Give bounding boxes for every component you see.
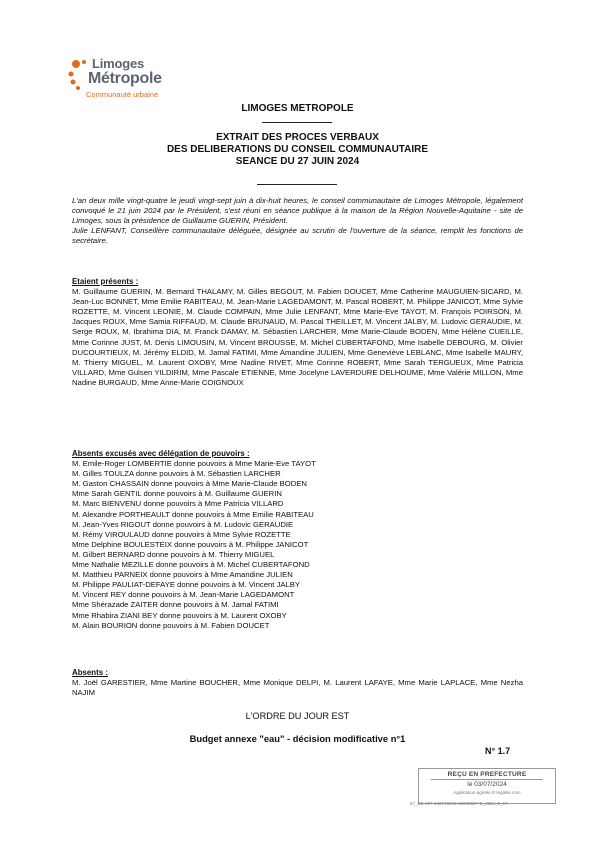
excused-line: M. Gaston CHASSAIN donne pouvoirs à Mme Marie-Claude BODEN [72,479,307,489]
title-line-1: EXTRAIT DES PROCES VERBAUX [216,132,379,143]
excused-title: Absents excusés avec délégation de pouvoirs : [72,449,250,458]
absents-list: M. Joël GARESTIER, Mme Martine BOUCHER, Mme Monique DELPI, M. Laurent LAFAYE, Mme Marie LAPLACE, Mme Nezha NAJIM [72,678,523,698]
excused-line: M. Alexandre PORTHEAULT donne pouvoirs à Mme Emilie RABITEAU [72,509,314,519]
stamp-title: REÇU EN PREFECTURE [447,771,527,778]
excused-line: M. Rémy VIROULAUD donne pouvoirs à Mme Sylvie ROZETTE [72,529,291,539]
excused-line: M. Philippe PAULIAT-DEFAYE donne pouvoirs à M. Vincent JALBY [72,580,301,590]
intro-session: L'an deux mille vingt-quatre le jeudi vingt-sept juin à dix-huit heures, le conseil communautaire de Limoges Métropole, légalement convoqué le 21 juin 2024 par le Président, s'est réuni en séance publique à la maison de la Région Nouvelle-Aquitaine - site de Limoges, sous la présidence de Guillaume GUERIN, Président. [72,196,523,226]
org-name: LIMOGES METROPOLE [241,103,354,114]
excused-line: Mme Sarah GENTIL donne pouvoirs à M. Guillaume GUERIN [72,489,282,499]
stamp-reference: 87_DE-087-248719018-20240627-D_2024_5_17 [410,801,508,806]
deliberation-number: N° 1.7 [485,746,511,756]
intro-secretary: Julie LENFANT, Conseillère communautaire déléguée, désignée au scrutin de l'ouverture de la séance, remplit les fonctions de secrétaire. [72,226,523,246]
agenda-heading: L'ORDRE DU JOUR EST [245,711,350,721]
excused-line: M. Emile-Roger LOMBERTIE donne pouvoirs à Mme Marie-Eve TAYOT [72,459,316,469]
excused-line: M. Gilbert BERNARD donne pouvoirs à M. Thierry MIGUEL [72,549,275,559]
present-title: Etaient présents : [72,277,139,286]
excused-line: M. Marc BIENVENU donne pouvoirs à Mme Patricia VILLARD [72,499,284,509]
title-line-3: SEANCE DU 27 JUIN 2024 [235,156,360,167]
prefecture-stamp [418,768,556,804]
header-divider-top [262,122,332,123]
excused-line: Mme Nathalie MEZILLE donne pouvoirs à M. Michel CUBERTAFOND [72,560,310,570]
absents-title: Absents : [72,668,108,677]
present-members-section [72,277,523,388]
stamp-divider [431,779,543,780]
agenda-item-title: Budget annexe "eau" - décision modificative n°1 [189,733,406,744]
excused-line: M. Gilles TOULZA donne pouvoirs à M. Sébastien LARCHER [72,469,281,479]
excused-line: Mme Delphine BOULESTEIX donne pouvoirs à M. Philippe JANICOT [72,539,309,549]
intro-paragraph [72,196,523,246]
logo-line-1: Limoges [92,56,145,71]
stamp-app: Application agréée E-legalite.com [453,790,521,795]
logo-line-3: Communauté urbaine [86,90,159,99]
excused-line: M. Vincent REY donne pouvoirs à M. Jean-Marie LAGEDAMONT [72,590,295,600]
excused-line: M. Jean-Yves RIGOUT donne pouvoirs à M. Ludovic GERAUDIE [72,519,294,529]
logo-line-2: Métropole [88,70,162,87]
limoges-metropole-logo [68,52,188,110]
excused-line: M. Matthieu PARNEIX donne pouvoirs à Mme Amandine JULIEN [72,570,293,580]
present-list: M. Guillaume GUERIN, M. Bernard THALAMY, M. Gilles BEGOUT, M. Fabien DOUCET, Mme Catherine MAUGUIEN-SICARD, M. Jean-Luc BONNET, Mme Emilie RABITEAU, M. Jean-Marie LAGEDAMONT, M. Pascal ROBERT, M. Philippe JANICOT, Mme Sylvie ROZETTE, M. Vincent LEONIE, M. Claude COMPAIN, Mme Julie LENFANT, Mme Marie-Eve TAYOT, M. François POIRSON, M. Jacques ROUX, Mme Samia RIFFAUD, M. Claude BRUNAUD, M. Pascal THEILLET, M. Vincent JALBY, M. Ludovic GERAUDIE, M. Serge ROUX, M. Ibrahima DIA, M. Franck DAMAY, M. Sébastien LARCHER, Mme Marie-Claude BODEN, Mme Hélène CUEILLE, Mme Corinne JUST, M. Denis LIMOUSIN, M. Vincent BROUSSE, M. Michel CUBERTAFOND, Mme Isabelle DEBOURG, M. Olivier DUCOURTIEUX, M. Jérémy ELDID, M. Jamal FATIMI, Mme Amandine JULIEN, Mme Geneviève LEBLANC, Mme Isabelle MAURY, M. Thierry MIGUEL, M. Laurent OXOBY, Mme Nadine RIVET, Mme Corinne ROBERT, Mme Sarah TERGUEUX, Mme Patricia VILLARD, Mme Gulsen YILDIRIM, Mme Pascale ETIENNE, Mme Jocelyne LAVERDURE DELHOUME, Mme Valérie MILLON, Mme Nadine BURGAUD, Mme Anne-Marie COIGNOUX [72,287,523,387]
header-divider-bottom [257,184,337,185]
document-title [60,132,535,168]
excused-line: Mme Shérazade ZAITER donne pouvoirs à M. Jamal FATIMI [72,600,279,610]
absent-members-section [72,668,523,698]
excused-line: M. Alain BOURION donne pouvoirs à M. Fabien DOUCET [72,620,270,630]
excused-members-section [72,449,523,631]
stamp-date: le 03/07/2024 [467,781,507,788]
excused-line: Mme Rhabira ZIANI BEY donne pouvoirs à M. Laurent OXOBY [72,610,287,620]
title-line-2: DES DELIBERATIONS DU CONSEIL COMMUNAUTAIRE [166,144,429,155]
